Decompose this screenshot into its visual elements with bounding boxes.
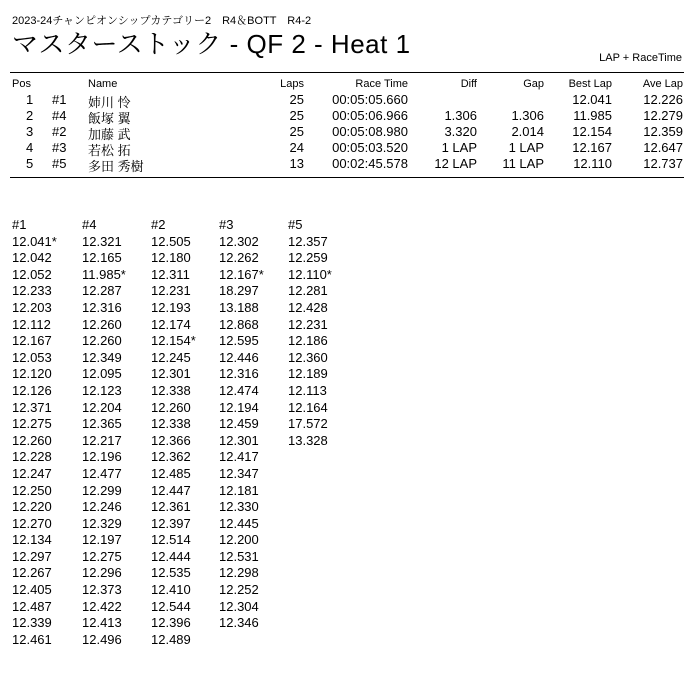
kart-number-cell: #5 — [52, 156, 67, 171]
lap-time: 12.346 — [219, 615, 259, 631]
laps-cell: 25 — [289, 92, 304, 107]
lap-column-header: #3 — [219, 217, 234, 232]
col-laps: Laps — [280, 78, 304, 90]
diff-cell: 3.320 — [444, 124, 477, 139]
lap-time: 12.417 — [219, 449, 259, 465]
lap-time: 12.204 — [82, 399, 122, 415]
lap-column — [288, 217, 332, 449]
lap-time: 12.321 — [82, 233, 122, 249]
lap-time: 12.193 — [151, 299, 191, 315]
lap-time: 12.428 — [288, 299, 328, 315]
table-row — [0, 140, 700, 156]
lap-time: 12.123 — [82, 382, 122, 398]
table-row — [0, 108, 700, 124]
lap-time: 12.444 — [151, 548, 191, 564]
kart-number-cell: #3 — [52, 140, 67, 155]
lap-time: 12.262 — [219, 250, 259, 266]
lap-time: 12.361 — [151, 499, 191, 515]
lap-time: 12.868 — [219, 316, 259, 332]
lap-time: 12.595 — [219, 333, 259, 349]
lap-time: 12.544 — [151, 598, 191, 614]
lap-time: 12.246 — [82, 499, 122, 515]
lap-time: 12.445 — [219, 515, 259, 531]
col-name: Name — [88, 78, 118, 90]
lap-time: 12.461 — [12, 631, 52, 647]
lap-time: 11.985* — [82, 266, 126, 282]
lap-column-header: #5 — [288, 217, 303, 232]
gap-cell: 11 LAP — [502, 156, 544, 171]
report-type-label: LAP + RaceTime — [599, 52, 682, 64]
lap-column-header: #4 — [82, 217, 97, 232]
lap-time: 12.514 — [151, 532, 191, 548]
lap-column — [219, 217, 264, 632]
race-time-cell: 00:05:03.520 — [332, 140, 408, 155]
lap-time: 12.270 — [12, 515, 52, 531]
kart-number-cell: #1 — [52, 92, 67, 107]
lap-time: 12.186 — [288, 333, 328, 349]
lap-time: 12.220 — [12, 499, 52, 515]
col-ave-lap: Ave Lap — [642, 78, 683, 90]
col-pos: Pos — [12, 78, 31, 90]
lap-time: 12.347 — [219, 465, 259, 481]
race-time-cell: 00:05:06.966 — [332, 108, 408, 123]
lap-time: 12.297 — [12, 548, 52, 564]
col-gap: Gap — [523, 78, 544, 90]
best-lap-cell: 12.041 — [572, 92, 612, 107]
lap-time: 12.200 — [219, 532, 259, 548]
pos-cell: 5 — [26, 156, 34, 171]
lap-time: 12.112 — [12, 316, 51, 332]
driver-name-cell: 多田 秀樹 — [88, 159, 144, 174]
lap-time: 12.120 — [12, 366, 52, 382]
lap-time: 12.167 — [12, 333, 52, 349]
lap-time: 12.362 — [151, 449, 191, 465]
lap-time: 12.052 — [12, 266, 52, 282]
lap-column — [151, 217, 196, 648]
lap-time: 12.477 — [82, 465, 122, 481]
lap-time: 12.189 — [288, 366, 328, 382]
pos-cell: 2 — [26, 108, 34, 123]
lap-time: 12.299 — [82, 482, 122, 498]
lap-time: 12.338 — [151, 416, 191, 432]
laps-cell: 25 — [289, 108, 304, 123]
lap-time: 12.260 — [82, 316, 122, 332]
diff-cell: 12 LAP — [434, 156, 477, 171]
driver-name-cell: 若松 拓 — [88, 143, 131, 158]
laps-cell: 13 — [289, 156, 304, 171]
lap-time: 12.505 — [151, 233, 191, 249]
table-row — [0, 124, 700, 140]
kart-number-cell: #4 — [52, 108, 67, 123]
ave-lap-cell: 12.359 — [643, 124, 683, 139]
lap-time: 12.287 — [82, 283, 122, 299]
lap-time: 12.259 — [288, 250, 328, 266]
race-time-cell: 00:05:08.980 — [332, 124, 408, 139]
lap-time: 12.349 — [82, 349, 122, 365]
lap-time: 12.405 — [12, 582, 52, 598]
lap-time: 12.196 — [82, 449, 122, 465]
lap-time: 12.339 — [12, 615, 52, 631]
laps-cell: 24 — [289, 140, 304, 155]
lap-time: 12.329 — [82, 515, 122, 531]
lap-column — [82, 217, 126, 648]
pos-cell: 1 — [26, 92, 34, 107]
lap-time: 12.311 — [151, 266, 190, 282]
lap-time: 12.267 — [12, 565, 52, 581]
lap-time: 12.095 — [82, 366, 122, 382]
lap-time: 12.217 — [82, 432, 122, 448]
results-divider — [10, 177, 684, 178]
lap-time: 12.180 — [151, 250, 191, 266]
lap-time: 12.165 — [82, 250, 122, 266]
lap-time: 12.489 — [151, 631, 191, 647]
lap-time: 12.304 — [219, 598, 259, 614]
lap-time: 12.316 — [219, 366, 259, 382]
lap-time: 12.250 — [12, 482, 52, 498]
lap-time: 12.281 — [288, 283, 328, 299]
lap-time: 12.296 — [82, 565, 122, 581]
lap-time: 12.126 — [12, 382, 52, 398]
lap-time: 12.260 — [82, 333, 122, 349]
lap-time: 12.459 — [219, 416, 259, 432]
lap-time: 12.357 — [288, 233, 328, 249]
lap-time: 12.366 — [151, 432, 191, 448]
lap-time: 12.203 — [12, 299, 52, 315]
lap-time: 12.531 — [219, 548, 259, 564]
lap-time: 12.316 — [82, 299, 122, 315]
lap-time: 13.188 — [219, 299, 259, 315]
lap-time: 12.194 — [219, 399, 259, 415]
lap-time: 12.485 — [151, 465, 191, 481]
lap-time: 12.301 — [151, 366, 191, 382]
pos-cell: 3 — [26, 124, 34, 139]
lap-time: 12.338 — [151, 382, 191, 398]
col-diff: Diff — [460, 78, 477, 90]
best-lap-cell: 12.154 — [572, 124, 612, 139]
lap-time: 12.113 — [288, 382, 327, 398]
lap-time: 12.365 — [82, 416, 122, 432]
lap-time: 12.231 — [151, 283, 191, 299]
lap-time: 12.397 — [151, 515, 191, 531]
diff-cell: 1.306 — [444, 108, 477, 123]
ave-lap-cell: 12.647 — [643, 140, 683, 155]
best-lap-cell: 12.110 — [573, 156, 612, 171]
lap-time: 12.233 — [12, 283, 52, 299]
kart-number-cell: #2 — [52, 124, 67, 139]
lap-time: 12.174 — [151, 316, 191, 332]
lap-column-header: #1 — [12, 217, 27, 232]
lap-time: 12.496 — [82, 631, 122, 647]
lap-time: 12.302 — [219, 233, 259, 249]
lap-time: 12.197 — [82, 532, 122, 548]
lap-time: 12.410 — [151, 582, 191, 598]
lap-time: 13.328 — [288, 432, 328, 448]
lap-time: 12.110* — [288, 266, 332, 282]
ave-lap-cell: 12.226 — [643, 92, 683, 107]
lap-time: 12.260 — [151, 399, 191, 415]
lap-time: 12.275 — [12, 416, 52, 432]
page-title: マスターストック - QF 2 - Heat 1 — [12, 29, 411, 59]
gap-cell: 2.014 — [511, 124, 544, 139]
lap-time: 12.422 — [82, 598, 122, 614]
table-row — [0, 92, 700, 108]
lap-time: 12.041* — [12, 233, 57, 249]
lap-time: 12.275 — [82, 548, 122, 564]
header-divider — [10, 72, 684, 73]
col-race-time: Race Time — [355, 78, 408, 90]
lap-time: 12.252 — [219, 582, 259, 598]
best-lap-cell: 12.167 — [572, 140, 612, 155]
lap-time: 17.572 — [288, 416, 328, 432]
lap-time: 18.297 — [219, 283, 259, 299]
race-time-cell: 00:05:05.660 — [332, 92, 408, 107]
lap-time: 12.167* — [219, 266, 264, 282]
lap-time: 12.447 — [151, 482, 191, 498]
lap-time: 12.053 — [12, 349, 52, 365]
lap-time: 12.330 — [219, 499, 259, 515]
lap-time: 12.134 — [12, 532, 52, 548]
lap-time: 12.373 — [82, 582, 122, 598]
lap-time: 12.487 — [12, 598, 52, 614]
lap-time: 12.181 — [219, 482, 259, 498]
lap-time: 12.247 — [12, 465, 52, 481]
lap-time: 12.371 — [12, 399, 52, 415]
table-row — [0, 156, 700, 172]
lap-time: 12.474 — [219, 382, 259, 398]
driver-name-cell: 姉川 怜 — [88, 95, 131, 110]
lap-time: 12.154* — [151, 333, 196, 349]
lap-time: 12.446 — [219, 349, 259, 365]
lap-time: 12.245 — [151, 349, 191, 365]
event-subtitle: 2023-24チャンピオンシップカテゴリー2 R4＆BOTT R4-2 — [12, 15, 312, 27]
lap-time: 12.396 — [151, 615, 191, 631]
ave-lap-cell: 12.279 — [643, 108, 683, 123]
lap-time: 12.360 — [288, 349, 328, 365]
driver-name-cell: 加藤 武 — [88, 127, 131, 142]
lap-time: 12.164 — [288, 399, 328, 415]
lap-time: 12.301 — [219, 432, 259, 448]
driver-name-cell: 飯塚 翼 — [88, 111, 131, 126]
diff-cell: 1 LAP — [441, 140, 477, 155]
lap-column — [12, 217, 57, 648]
lap-time: 12.413 — [82, 615, 122, 631]
laps-cell: 25 — [289, 124, 304, 139]
lap-time: 12.260 — [12, 432, 52, 448]
race-time-cell: 00:02:45.578 — [332, 156, 408, 171]
col-best-lap: Best Lap — [568, 78, 612, 90]
lap-time: 12.228 — [12, 449, 52, 465]
gap-cell: 1 LAP — [508, 140, 544, 155]
best-lap-cell: 11.985 — [573, 108, 612, 123]
lap-time: 12.535 — [151, 565, 191, 581]
lap-column-header: #2 — [151, 217, 166, 232]
lap-time: 12.231 — [288, 316, 328, 332]
lap-time: 12.042 — [12, 250, 52, 266]
gap-cell: 1.306 — [511, 108, 544, 123]
lap-time: 12.298 — [219, 565, 259, 581]
pos-cell: 4 — [26, 140, 34, 155]
ave-lap-cell: 12.737 — [643, 156, 683, 171]
